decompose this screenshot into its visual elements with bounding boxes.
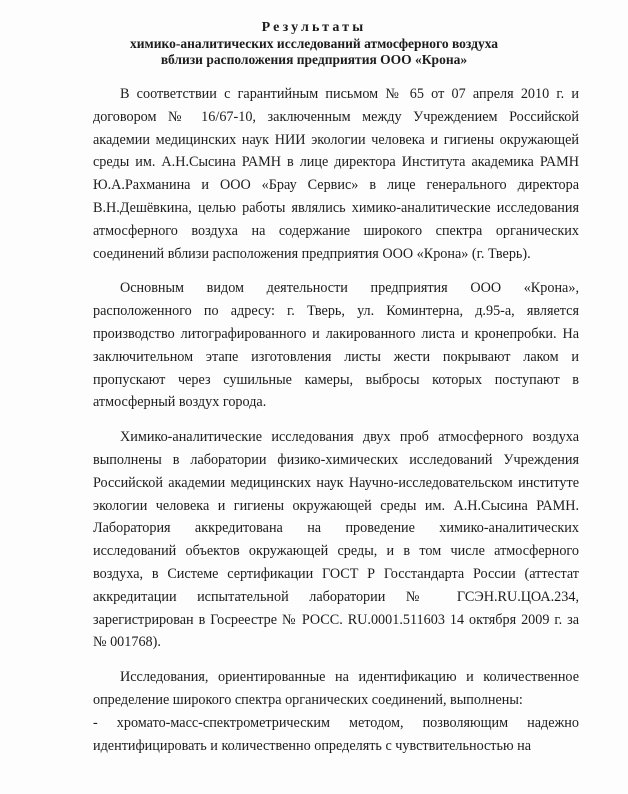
document-body xyxy=(93,83,579,757)
paragraph-company-activity: Основным видом деятельности предприятия ООО «Крона», расположенного по адресу: г. Тверь, ул. Коминтерна, д.95-а, является производство литографированного и лакированного листа и кронепробки. На заключительном этапе изготовления листы жести покрывают лаком и пропускают через сушильные камеры, выбросы которых поступают в атмосферный воздух города. xyxy=(93,280,579,411)
paragraph-method-item: - хромато-масс-спектрометрическим методом, позволяющим надежно идентифицировать и количественно определять с чувствительностью на xyxy=(93,714,579,754)
paragraph-agreement: В соответствии с гарантийным письмом № 65 от 07 апреля 2010 г. и договором № 16/67-10, заключенным между Учреждением Российской академии медицинских наук НИИ экологии человека и гигиены окружающей среды им. А.Н.Сысина РАМН в лице директора Института академика РАМН Ю.А.Рахманина и ООО «Брау Сервис» в лице генерального директора В.Н.Дешёвкина, целью работы являлись химико-аналитические исследования атмосферного воздуха на содержание широкого спектра органических соединений вблизи расположения предприятия ООО «Крона» (г. Тверь). xyxy=(93,86,579,262)
paragraph-methods-intro: Исследования, ориентированные на идентификацию и количественное определение широкого спектра органических соединений, выполнены: xyxy=(93,669,579,708)
title-subheading-line2: вблизи расположения предприятия ООО «Крона» xyxy=(160,52,468,67)
title-subheading-line1: химико-аналитических исследований атмосферного воздуха xyxy=(129,36,499,51)
document-title xyxy=(0,20,628,68)
paragraph-laboratory: Химико-аналитические исследования двух проб атмосферного воздуха выполнены в лаборатории физико-химических исследований Учреждения Российской академии медицинских наук Научно-исследовательском институте экологии человека и гигиены окружающей среды им. А.Н.Сысина РАМН. Лаборатория аккредитована на проведение химико-аналитических исследований объектов окружающей среды, и в том числе атмосферного воздуха, в Системе сертификации ГОСТ Р Госстандарта России (аттестат аккредитации испытательной лаборатории № ГСЭН.RU.ЦОА.234, зарегистрирован в Госреестре № РОСС. RU.0001.511603 14 октября 2009 г. за № 001768). xyxy=(93,429,579,651)
title-heading: Результаты xyxy=(261,20,367,35)
